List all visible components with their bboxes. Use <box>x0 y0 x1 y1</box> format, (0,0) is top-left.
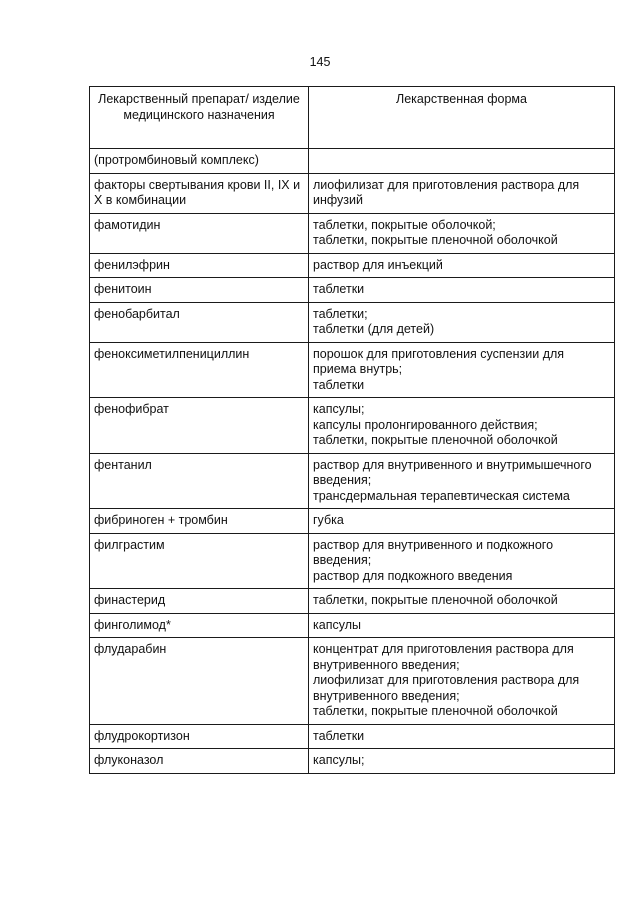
column-header-drug: Лекарственный препарат/ изделие медицинского назначения <box>90 87 309 149</box>
dosage-form-cell: раствор для внутривенного и подкожного введения; раствор для подкожного введения <box>309 533 615 589</box>
table-header-row <box>90 87 615 149</box>
drug-name-cell: фенобарбитал <box>90 302 309 342</box>
dosage-form-cell: таблетки; таблетки (для детей) <box>309 302 615 342</box>
drug-name-cell: фамотидин <box>90 213 309 253</box>
drug-name-cell: флуконазол <box>90 749 309 774</box>
drug-name-cell: фентанил <box>90 453 309 509</box>
table-row <box>90 724 615 749</box>
drug-name-cell: фибриноген + тромбин <box>90 509 309 534</box>
table-row <box>90 589 615 614</box>
table-row <box>90 173 615 213</box>
table-row <box>90 342 615 398</box>
table-row <box>90 638 615 725</box>
table-body <box>90 149 615 774</box>
dosage-form-cell: капсулы <box>309 613 615 638</box>
table-row <box>90 278 615 303</box>
drug-name-cell: фенофибрат <box>90 398 309 454</box>
drug-name-cell: флударабин <box>90 638 309 725</box>
dosage-form-cell: порошок для приготовления суспензии для приема внутрь; таблетки <box>309 342 615 398</box>
table-row <box>90 749 615 774</box>
table-row <box>90 398 615 454</box>
dosage-form-cell: раствор для внутривенного и внутримышечного введения; трансдермальная терапевтическая система <box>309 453 615 509</box>
dosage-form-cell: таблетки, покрытые пленочной оболочкой <box>309 589 615 614</box>
drug-name-cell: факторы свертывания крови II, IX и X в комбинации <box>90 173 309 213</box>
column-header-form: Лекарственная форма <box>309 87 615 149</box>
drug-name-cell: флудрокортизон <box>90 724 309 749</box>
table-row <box>90 509 615 534</box>
table-row <box>90 613 615 638</box>
page-number: 145 <box>309 55 331 69</box>
dosage-form-cell: губка <box>309 509 615 534</box>
dosage-form-cell: таблетки <box>309 724 615 749</box>
drug-name-cell: феноксиметилпенициллин <box>90 342 309 398</box>
table-row <box>90 253 615 278</box>
table-row <box>90 533 615 589</box>
dosage-form-cell: раствор для инъекций <box>309 253 615 278</box>
dosage-form-cell: таблетки <box>309 278 615 303</box>
dosage-form-cell: капсулы; <box>309 749 615 774</box>
dosage-form-cell: концентрат для приготовления раствора для внутривенного введения; лиофилизат для приготовления раствора для внутривенного введения; таблетки, покрытые пленочной оболочкой <box>309 638 615 725</box>
drug-name-cell: финголимод* <box>90 613 309 638</box>
dosage-form-cell: таблетки, покрытые оболочкой; таблетки, покрытые пленочной оболочкой <box>309 213 615 253</box>
drug-table <box>89 86 615 774</box>
dosage-form-cell: капсулы; капсулы пролонгированного действия; таблетки, покрытые пленочной оболочкой <box>309 398 615 454</box>
drug-name-cell: финастерид <box>90 589 309 614</box>
table-row <box>90 302 615 342</box>
table-row <box>90 453 615 509</box>
dosage-form-cell: лиофилизат для приготовления раствора для инфузий <box>309 173 615 213</box>
drug-name-cell: фенилэфрин <box>90 253 309 278</box>
dosage-form-cell <box>309 149 615 174</box>
table-row <box>90 213 615 253</box>
table-row <box>90 149 615 174</box>
drug-name-cell: фенитоин <box>90 278 309 303</box>
drug-name-cell: филграстим <box>90 533 309 589</box>
drug-name-cell: (протромбиновый комплекс) <box>90 149 309 174</box>
